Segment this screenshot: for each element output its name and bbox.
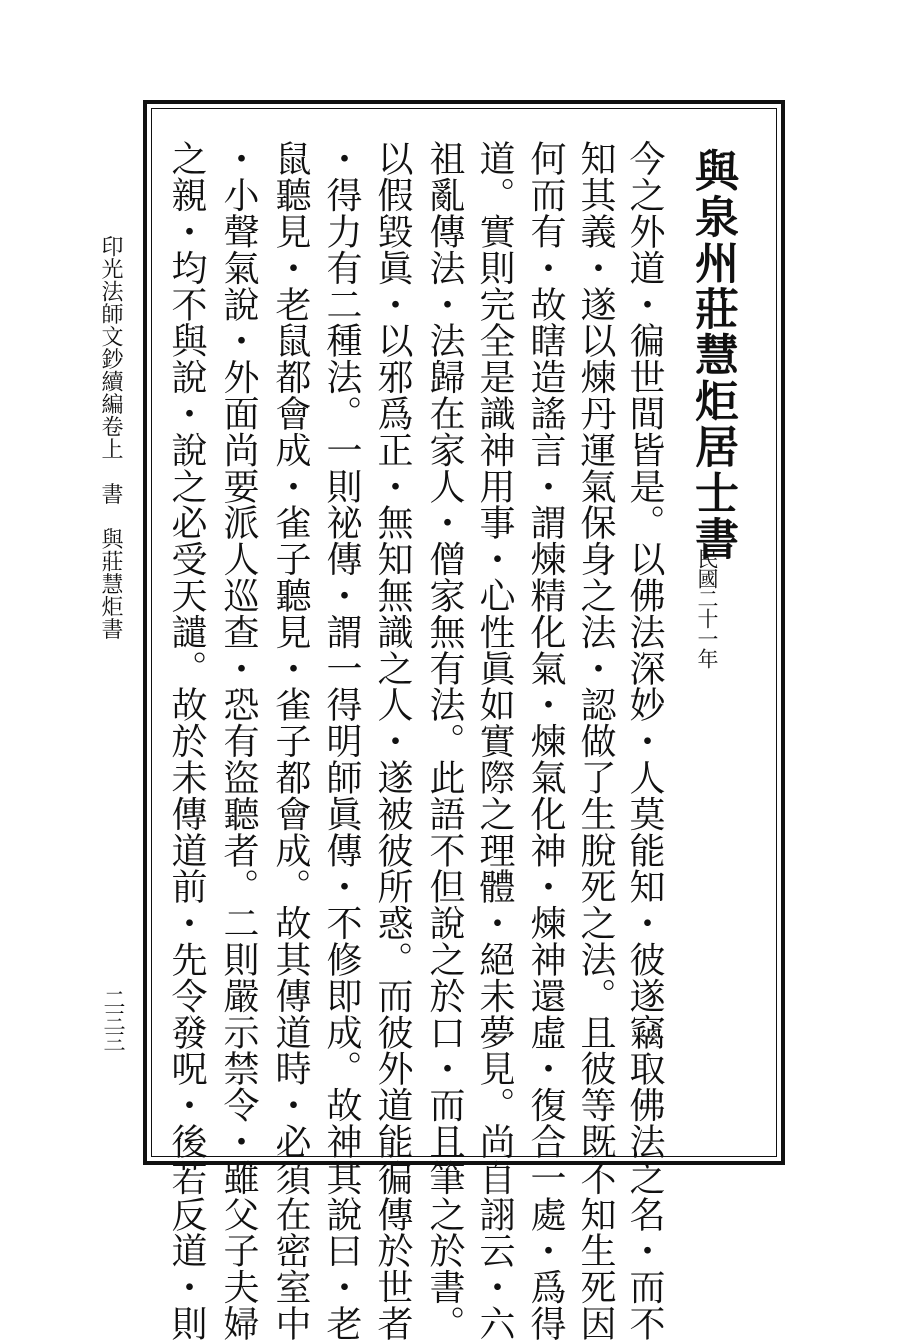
text-column-2: 知其義・遂以煉丹運氣保身之法・認做了生脫死之法。且彼等既不知生死因	[575, 140, 616, 1341]
text-column-4: 道。實則完全是識神用事・心性眞如實際之理體・絕未夢見。尚自詡云・六	[474, 140, 515, 1341]
page-number: 二三三	[100, 988, 125, 1051]
text-column-8: 鼠聽見・老鼠都會成・雀子聽見・雀子都會成。故其傳道時・必須在密室中	[270, 140, 311, 1341]
running-header: 印光法師文鈔續編卷上 書 與莊慧炬書	[98, 235, 123, 640]
text-column-6: 以假毀眞・以邪爲正・無知無識之人・遂被彼所惑。而彼外道能徧傳於世者	[372, 140, 413, 1341]
text-column-3: 何而有・故瞎造謠言・謂煉精化氣・煉氣化神・煉神還虛・復合一處・爲得	[525, 140, 566, 1341]
text-column-7: ・得力有二種法。一則祕傳・謂一得明師眞傳・不修即成。故神其說曰・老	[321, 140, 362, 1341]
text-column-1: 今之外道・徧世間皆是。以佛法深妙・人莫能知・彼遂竊取佛法之名・而不	[624, 140, 665, 1341]
letter-title: 與泉州莊慧炬居士書	[687, 148, 738, 562]
text-column-10: 之親・均不與說・說之必受天譴。故於未傳道前・先令發呪・後若反道・則	[166, 140, 207, 1341]
letter-date: 民國二十一年	[695, 548, 719, 668]
text-column-9: ・小聲氣說・外面尚要派人巡查・恐有盜聽者。二則嚴示禁令・雖父子夫婦	[218, 140, 259, 1341]
text-column-5: 祖亂傳法・法歸在家人・僧家無有法。此語不但說之於口・而且筆之於書。	[424, 140, 465, 1341]
